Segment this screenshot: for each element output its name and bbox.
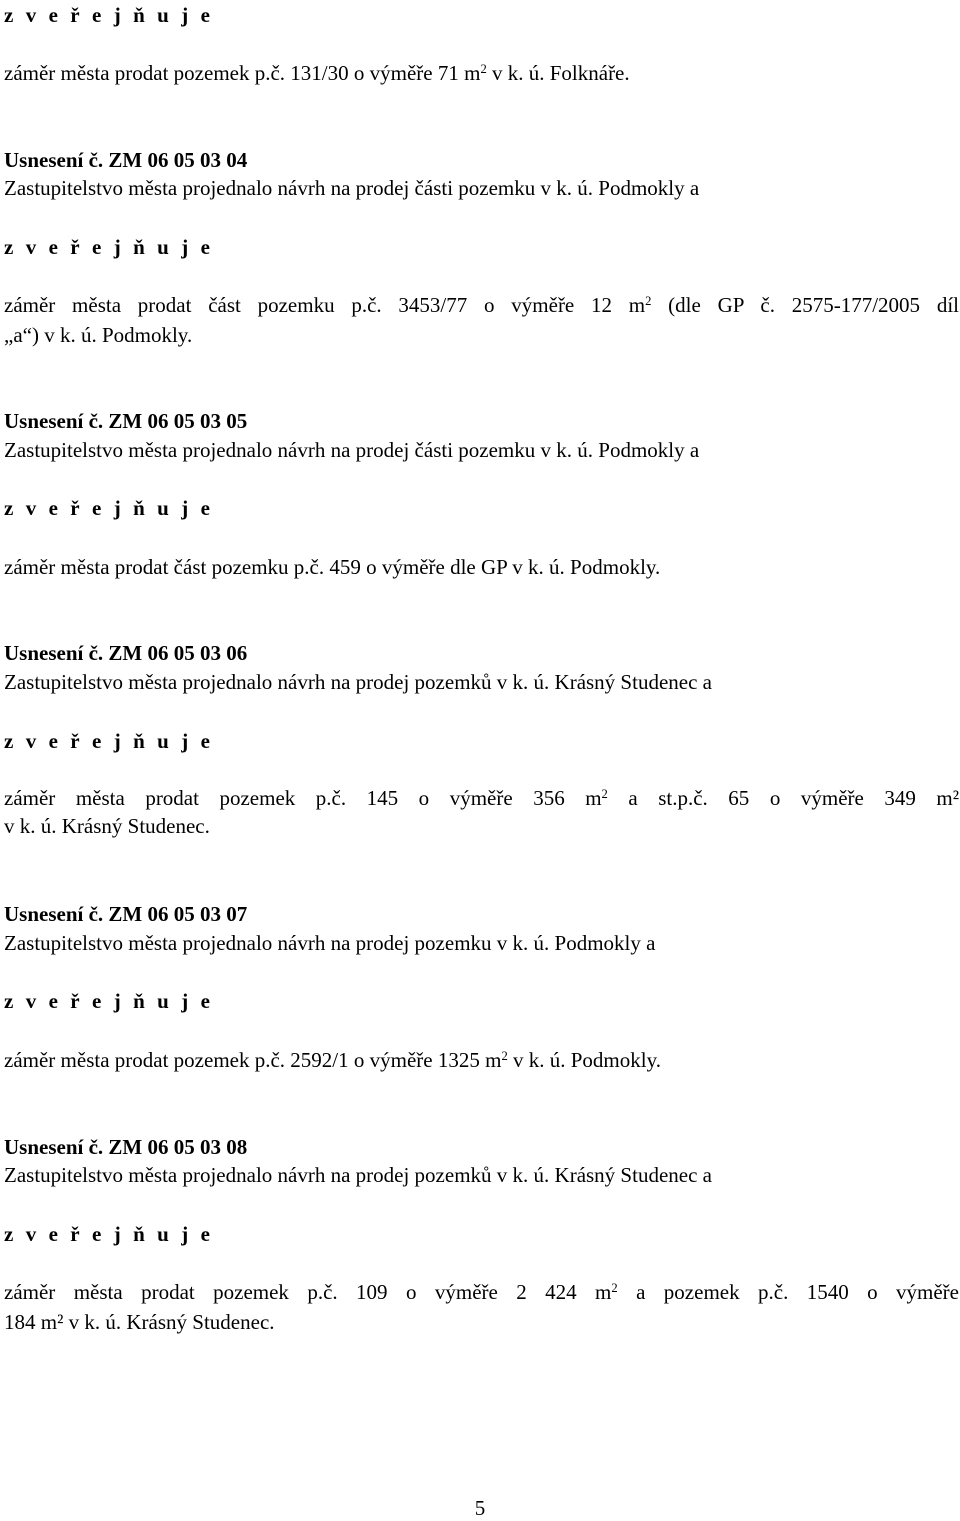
resolution-intro: Zastupitelstvo města projednalo návrh na prodej pozemků v k. ú. Krásný Studenec a: [4, 670, 712, 694]
resolution-verb: z v e ř e j ň u j e: [4, 496, 214, 520]
resolution-heading: Usnesení č. ZM 06 05 03 07: [4, 902, 248, 926]
resolution-body: záměr města prodat část pozemku p.č. 459 o výměře dle GP v k. ú. Podmokly.: [4, 555, 661, 579]
resolution-verb: z v e ř e j ň u j e: [4, 729, 214, 753]
resolution-body-continued: „a“) v k. ú. Podmokly.: [4, 323, 193, 347]
resolution-heading: Usnesení č. ZM 06 05 03 04: [4, 148, 248, 172]
resolution-intro: Zastupitelstvo města projednalo návrh na prodej části pozemku v k. ú. Podmokly a: [4, 176, 700, 200]
resolution-heading: Usnesení č. ZM 06 05 03 06: [4, 641, 248, 665]
resolution-body-continued: 184 m² v k. ú. Krásný Studenec.: [4, 1310, 275, 1334]
resolution-body: záměr města prodat část pozemku p.č. 3453/77 o výměře 12 $m^2$ (dle GP č. 2575-177/2005 díl: [4, 293, 959, 317]
verb-line: z v e ř e j ň u j e: [4, 3, 214, 27]
resolution-heading: Usnesení č. ZM 06 05 03 05: [4, 409, 248, 433]
resolution-body-continued: v k. ú. Krásný Studenec.: [4, 814, 210, 838]
resolution-body: záměr města prodat pozemek p.č. 109 o výměře 2 424 $m^2$ a pozemek p.č. 1540 o výměře: [4, 1280, 959, 1304]
resolution-verb: z v e ř e j ň u j e: [4, 235, 214, 259]
resolution-body: záměr města prodat pozemek p.č. 145 o výměře 356 $m^2$ a st.p.č. 65 o výměře 349 m²: [4, 786, 959, 810]
resolution-intro: Zastupitelstvo města projednalo návrh na prodej části pozemku v k. ú. Podmokly a: [4, 438, 700, 462]
resolution-intro: Zastupitelstvo města projednalo návrh na prodej pozemku v k. ú. Podmokly a: [4, 931, 656, 955]
resolution-body: záměr města prodat pozemek p.č. 2592/1 o výměře 1325 $m^2$ v k. ú. Podmokly.: [4, 1048, 661, 1072]
page-number: 5: [474, 1496, 486, 1520]
resolution-heading: Usnesení č. ZM 06 05 03 08: [4, 1135, 248, 1159]
resolution-verb: z v e ř e j ň u j e: [4, 989, 214, 1013]
resolution-intro: Zastupitelstvo města projednalo návrh na prodej pozemků v k. ú. Krásný Studenec a: [4, 1163, 712, 1187]
resolution-verb: z v e ř e j ň u j e: [4, 1222, 214, 1246]
body-line: záměr města prodat pozemek p.č. 131/30 o výměře 71 $m^2$ v k. ú. Folknáře.: [4, 61, 630, 85]
